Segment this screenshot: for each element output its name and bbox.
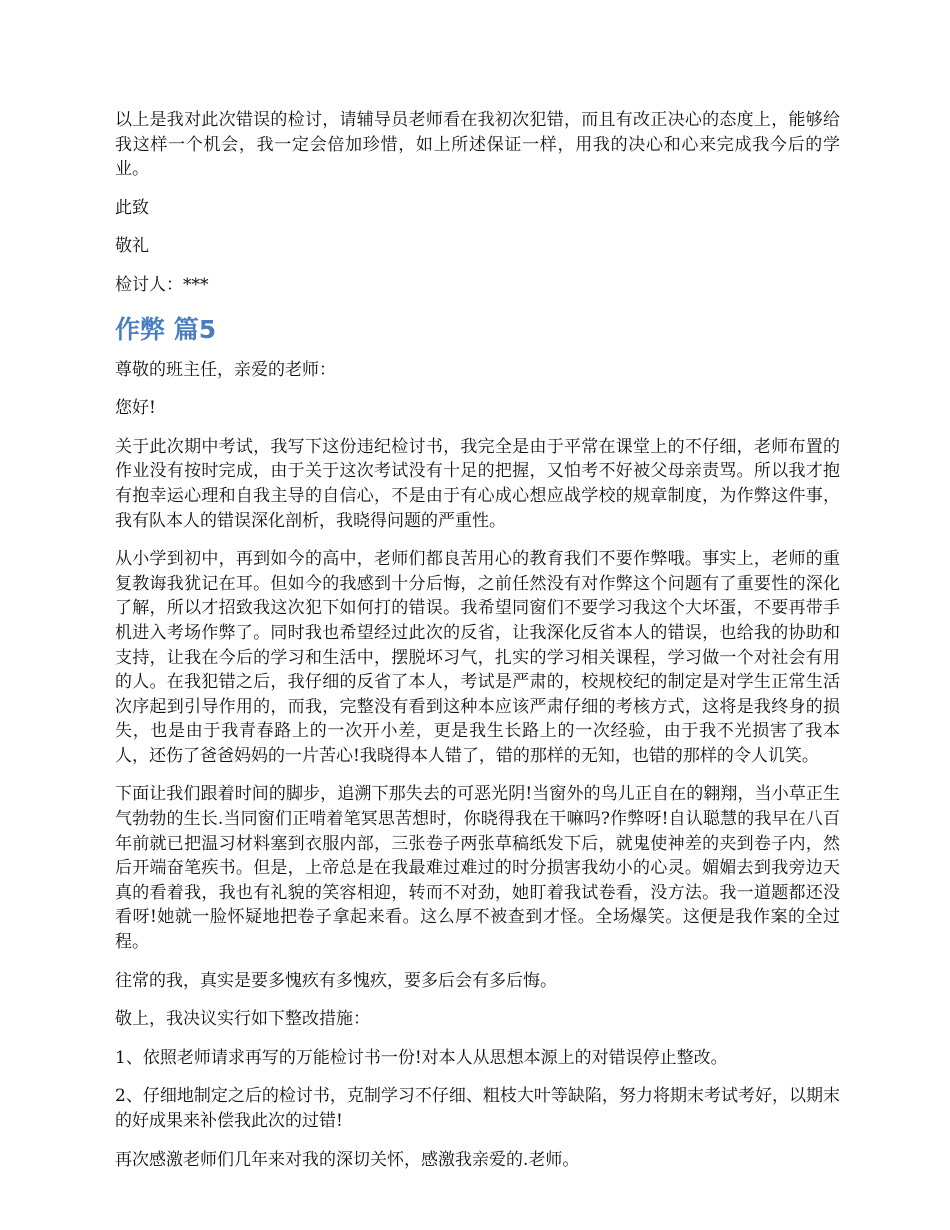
body-paragraph: 往常的我，真实是要多愧疚有多愧疚，要多后会有多后悔。 — [115, 970, 557, 991]
body-paragraph: 1、依照老师请求再写的万能检讨书一份!对本人从思想本源上的对错误停止整改。 — [115, 1047, 728, 1068]
greeting: 您好! — [115, 398, 156, 419]
body-paragraph: 下面让我们跟着时间的脚步，追溯下那失去的可恶光阴!当窗外的鸟儿正自在的翱翔，当小草正生气勃勃的生长.当同窗们正啃着笔冥思苦想时，你晓得我在干嘛吗?作弊呀!自认聪慧的我早在八百年前就已把温习材料塞到衣服内部，三张卷子两张草稿纸发下后，就鬼使神差的夹到卷子内，然后开端奋笔疾书。但是，上帝总是在我最难过难过的时分损害我幼小的心灵。媚媚去到我旁边天真的看着我，我也有礼貌的笑容相迎，转而不对劲，她盯着我试卷看，没方法。我一道题都还没看呀!她就一脸怀疑地把卷子拿起来看。这么厚不被查到才怪。全场爆笑。这便是我作案的全过程。 — [115, 784, 840, 953]
body-paragraph: 从小学到初中，再到如今的高中，老师们都良苦用心的教育我们不要作弊哦。事实上，老师的重复教诲我犹记在耳。但如今的我感到十分后悔，之前任然没有对作弊这个问题有了重要性的深化了解，所以才招致我这次犯下如何打的错误。我希望同窗们不要学习我这个大坏蛋，不要再带手机进入考场作弊了。同时我也希望经过此次的反省，让我深化反省本人的错误，也给我的协助和支持，让我在今后的学习和生活中，摆脱坏习气，扎实的学习相关课程，学习做一个对社会有用的人。在我犯错之后，我仔细的反省了本人，考试是严肃的，校规校纪的制定是对学生正常生活次序起到引导作用的，而我，完整没有看到这种本应该严肃仔细的考核方式，这将是我终身的损失，也是由于我青春路上的一次开小差，更是我生长路上的一次经验，由于我不光损害了我本人，还伤了爸爸妈妈的一片苦心!我晓得本人错了，错的那样的无知，也错的那样的令人讥笑。 — [115, 549, 840, 766]
closing-line-1: 此致 — [115, 197, 149, 218]
body-paragraph: 2、仔细地制定之后的检讨书，克制学习不仔细、粗枝大叶等缺陷，努力将期末考试考好，以期末的好成果来补偿我此次的过错! — [115, 1086, 840, 1131]
intro-paragraph: 以上是我对此次错误的检讨，请辅导员老师看在我初次犯错，而且有改正决心的态度上，能够给我这样一个机会，我一定会倍加珍惜，如上所述保证一样，用我的决心和心来完成我今后的学业。 — [115, 110, 840, 180]
body-paragraph: 再次感激老师们几年来对我的深切关怀，感激我亲爱的.老师。 — [115, 1149, 580, 1170]
closing-line-2: 敬礼 — [115, 236, 149, 257]
section-heading: 作弊 篇5 — [115, 314, 217, 344]
signature-line: 检讨人：*** — [115, 274, 209, 295]
body-paragraph: 敬上，我决议实行如下整改措施： — [115, 1009, 370, 1030]
body-paragraph: 关于此次期中考试，我写下这份违纪检讨书，我完全是由于平常在课堂上的不仔细，老师布置的作业没有按时完成，由于关于这次考试没有十足的把握，又怕考不好被父母亲责骂。所以我才抱有抱幸运心理和自我主导的自信心，不是由于有心成心想应战学校的规章制度，为作弊这件事，我有队本人的错误深化剖析，我晓得问题的严重性。 — [115, 436, 840, 531]
salutation: 尊敬的班主任，亲爱的老师： — [115, 359, 336, 380]
document-page — [115, 108, 840, 1186]
